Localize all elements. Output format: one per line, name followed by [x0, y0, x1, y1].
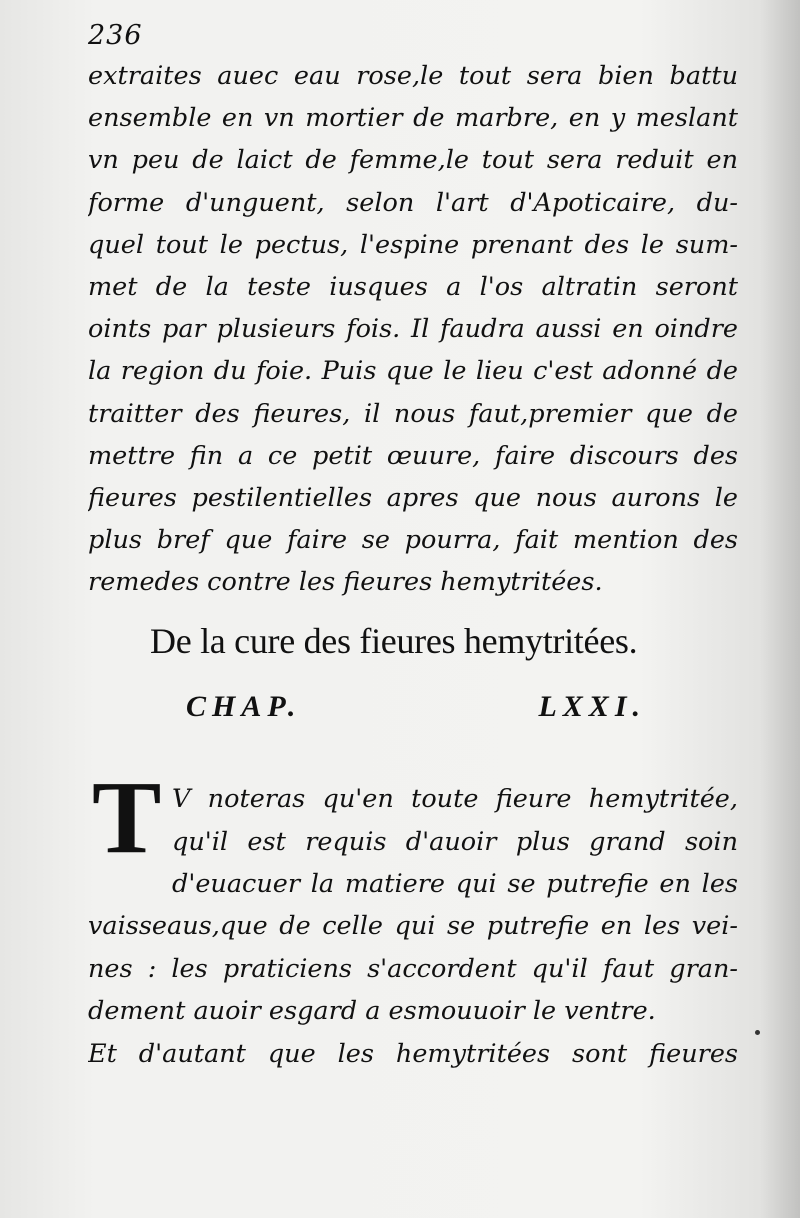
chapter-label	[186, 690, 646, 724]
text-line: forme d'unguent, selon l'art d'Apoticaire, du-	[88, 187, 738, 218]
text-line: V noteras qu'en toute fieure hemytritée,	[172, 784, 738, 814]
page-number: 236	[88, 20, 143, 51]
drop-cap: T	[92, 760, 162, 875]
paragraph-2-indented	[172, 778, 738, 906]
text-line: quel tout le pectus, l'espine prenant des le sum-	[88, 229, 738, 260]
text-line: extraites auec eau rose,le tout sera bien battu	[88, 61, 738, 91]
chapter-label-right: LXXI.	[538, 690, 646, 723]
text-line: d'euacuer la matiere qui se putrefie en les	[172, 869, 738, 900]
text-line: Et d'autant que les hemytritées sont fieures	[88, 1038, 738, 1069]
text-line: nes : les praticiens s'accordent qu'il faut gran-	[88, 953, 738, 984]
text-line: plus bref que faire se pourra, fait mention des	[88, 525, 738, 556]
page-edge-shadow	[760, 0, 800, 1218]
chapter-label-left: CHAP.	[186, 690, 302, 723]
chapter-title: De la cure des fieures hemytritées.	[150, 621, 638, 661]
text-line: dement auoir esgard a esmouuoir le ventre.	[88, 996, 656, 1027]
text-line: remedes contre les fieures hemytritées.	[88, 567, 603, 598]
text-line: vaisseaus,que de celle qui se putrefie en les vei-	[88, 911, 738, 941]
paragraph-1	[88, 55, 738, 603]
text-line: fieures pestilentielles apres que nous aurons le	[88, 482, 738, 513]
text-line: vn peu de laict de femme,le tout sera reduit en	[88, 145, 738, 176]
text-line: oints par plusieurs fois. Il faudra aussi en oindre	[88, 314, 738, 345]
text-line: qu'il est requis d'auoir plus grand soin	[172, 826, 738, 857]
text-line: mettre fin a ce petit œuure, faire discours des	[88, 440, 738, 471]
paragraph-2-full	[88, 905, 738, 1075]
text-line: met de la teste iusques a l'os altratin seront	[88, 271, 738, 302]
text-line: la region du foie. Puis que le lieu c'est adonné de	[88, 356, 738, 387]
text-line: traitter des fieures, il nous faut,premier que de	[88, 398, 738, 429]
text-line: ensemble en vn mortier de marbre, en y meslant	[88, 103, 738, 134]
ink-speck	[755, 1030, 760, 1035]
